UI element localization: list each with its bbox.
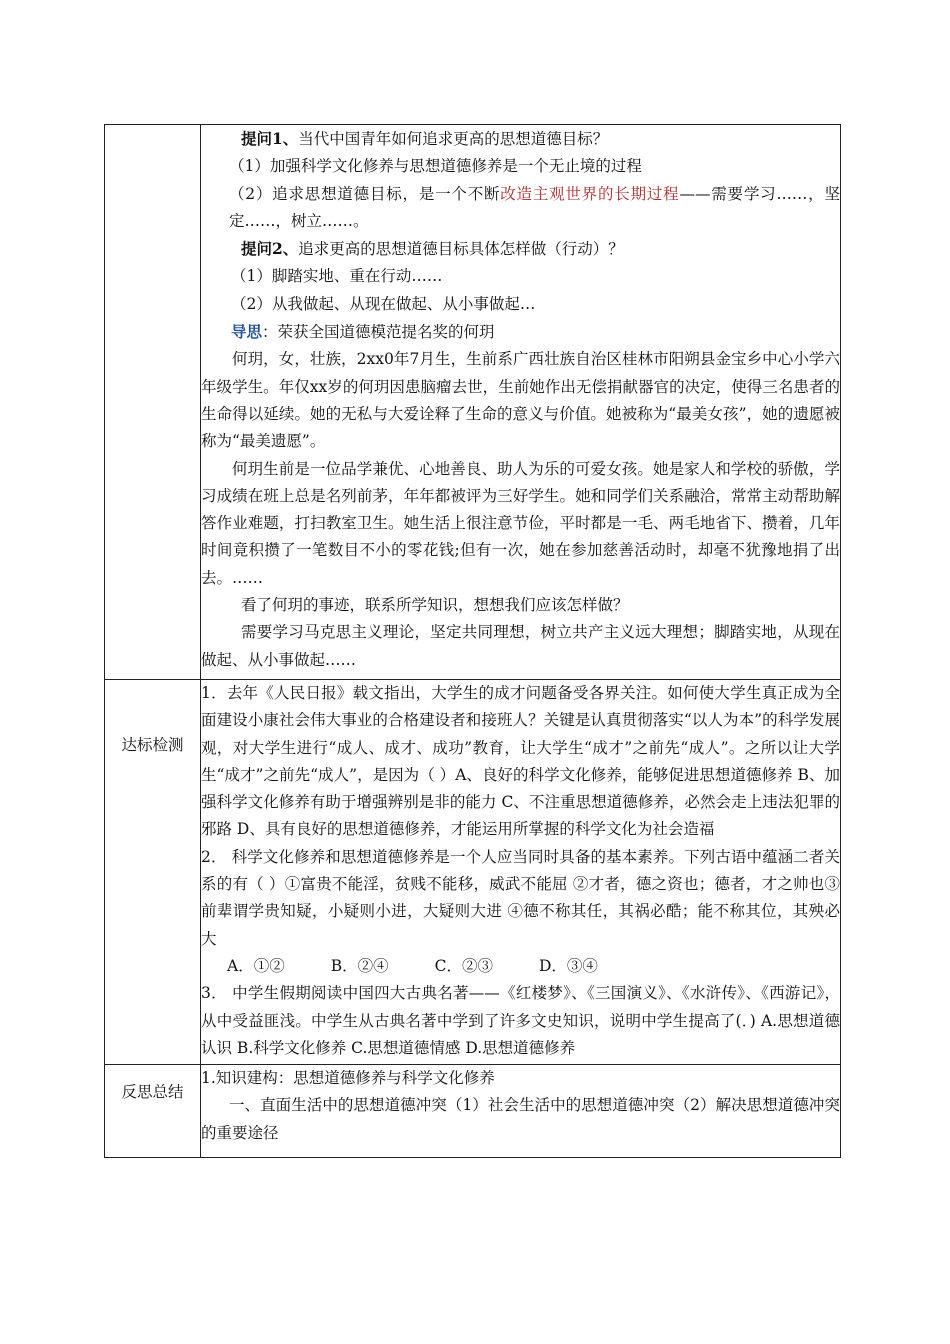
row-label-assessment: 达标检测 [105,680,201,1065]
table-row-summary [105,1065,841,1158]
assessment-cell [201,680,841,1065]
summary-line-1: 1.知识建构：思想道德修养与科学文化修养 [201,1069,495,1088]
table-row-discussion [105,125,841,680]
quiz-item-2-options [201,953,840,980]
question-1-answer-2: （2）追求思想道德目标，是一个不断改造主观世界的长期过程——需要学习……，坚定……，树立……。 [229,184,840,230]
summary-line-2: 一、直面生活中的思想道德冲突（1）社会生活中的思想道德冲突（2）解决思想道德冲突的重要途径 [201,1096,840,1142]
question-1-answer-1: （1）加强科学文化修养与思想道德修养是一个无止境的过程 [229,157,642,176]
question-2-answer-2: （2）从我做起、从现在做起、从小事做起… [231,294,536,313]
quiz-item-2: 2． 科学文化修养和思想道德修养是一个人应当同时具备的基本素养。下列古语中蕴涵二者关系的有（ ）①富贵不能淫，贫贱不能移，威武不能屈 ②才者，德之资也；德者，才之帅也③前辈谓学贵知疑，小疑则小进，大疑则大进 ④德不称其任，其祸必酷；能不称其位，其殃必大 [201,847,840,948]
highlighted-phrase: 改造主观世界的长期过程 [500,184,680,203]
question-2-answer-1: （1）脚踏实地、重在行动…… [231,267,443,286]
quiz-item-1: 1．去年《人民日报》载文指出，大学生的成才问题备受各界关注。如何使大学生真正成为全面建设小康社会伟大事业的合格建设者和接班人？关键是认真贯彻落实“以人为本”的科学发展观，对大学生进行“成人、成才、成功”教育，让大学生“成才”之前先“成人”。之所以让大学生“成才”之前先“成人”，是因为（ ）A、良好的科学文化修养，能够促进思想道德修养 B、加强科学文化修养有助于增强辨别是非的能力 C、不注重思想道德修养，必然会走上违法犯罪的邪路 D、具有良好的思想道德修养，才能运用所掌握的科学文化为社会造福 [201,684,840,839]
option-b: B．②④ [330,956,389,975]
lesson-table [104,124,841,1158]
quiz-item-3: 3． 中学生假期阅读中国四大古典名著——《红楼梦》、《三国演义》、《水浒传》、《西游记》，从中受益匪浅。中学生从古典名著中学到了许多文史知识，说明中学生提高了(．) A.思想道德认识 B.科学文化修养 C.思想道德情感 D.思想道德修养 [201,984,840,1057]
story-paragraph-1: 何玥，女，壮族，2xx0年7月生，生前系广西壮族自治区桂林市阳朔县金宝乡中心小学六年级学生。年仅xx岁的何玥因患脑瘤去世，生前她作出无偿捐献器官的决定，使得三名患者的生命得以延续。她的无私与大爱诠释了生命的意义与价值。她被称为“最美女孩”，她的遗愿被称为“最美遗愿”。 [201,350,840,451]
question-1: 提问1、当代中国青年如何追求更高的思想道德目标？ [241,129,609,148]
story-paragraph-2: 何玥生前是一位品学兼优、心地善良、助人为乐的可爱女孩。她是家人和学校的骄傲，学习成绩在班上总是名列前茅，年年都被评为三好学生。她和同学们关系融洽，常常主动帮助解答作业难题，打扫教室卫生。她生活上很注意节俭，平时都是一毛、两毛地省下、攒着，几年时间竟积攒了一笔数目不小的零花钱;但有一次，她在参加慈善活动时，却毫不犹豫地捐了出去。…… [201,459,840,587]
discussion-cell [201,125,841,680]
row-label-summary: 反思总结 [105,1065,201,1158]
reflection-question: 看了何玥的事迹，联系所学知识，想想我们应该怎样做？ [241,596,629,615]
reflection-answer: 需要学习马克思主义理论，坚定共同理想，树立共产主义远大理想；脚踏实地，从现在做起、从小事做起…… [201,623,840,669]
summary-cell [201,1065,841,1158]
row-label-empty [105,125,201,680]
option-a: A．①② [227,956,285,975]
table-row-assessment [105,680,841,1065]
option-d: D．③④ [538,956,598,975]
guide-heading: 导思：荣获全国道德模范提名奖的何玥 [231,322,495,342]
option-c: C．②③ [434,956,493,975]
question-2: 提问2、追求更高的思想道德目标具体怎样做（行动）？ [241,239,624,259]
